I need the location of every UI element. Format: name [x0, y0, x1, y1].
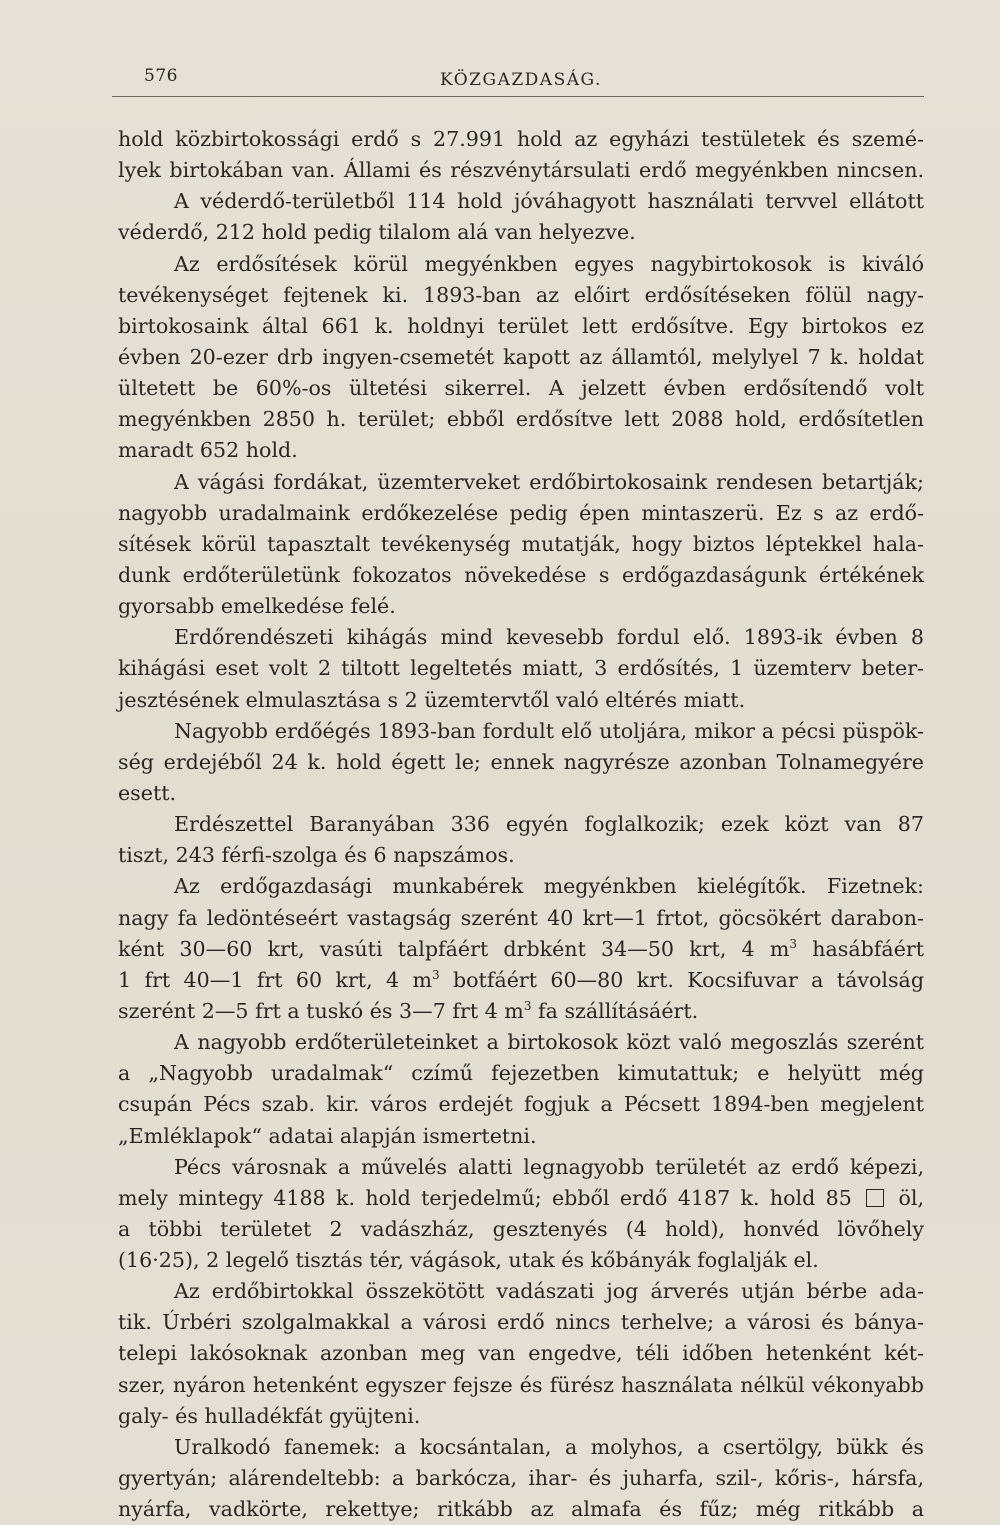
text-line sup-line: 1 frt 40—1 frt 60 krt, 4 $m^3$ botfáért 60—80 krt. Kocsifuvar a távolság — [118, 967, 924, 992]
text-line: (16·25), 2 legelő tisztás tér, vágások, utak és kőbányák foglalják el. — [118, 1248, 819, 1273]
text-line: Pécs városnak a művelés alatti legnagyobb területét az erdő képezi, — [174, 1154, 924, 1179]
text-line: jesztésének elmulasztása s 2 üzemtervtől való eltérés miatt. — [118, 687, 746, 712]
text-line: dunk erdőterületünk fokozatos növekedése s erdőgazdaságunk értékének — [118, 562, 924, 587]
text-line: a „Nagyobb uradalmak“ czímű fejezetben kimutattuk; e helyütt még — [118, 1061, 924, 1086]
text-line: nagyobb uradalmaink erdőkezelése pedig épen mintaszerü. Ez s az erdő- — [118, 500, 924, 525]
text-line: tevékenységet fejtenek ki. 1893-ban az előirt erdősítéseken fölül nagy- — [118, 282, 924, 307]
text-line: Uralkodó fanemek: a kocsántalan, a molyhos, a csertölgy, bükk és — [174, 1434, 924, 1459]
text-line: Erdészettel Baranyában 336 egyén foglalkozik; ezek közt van 87 — [174, 812, 924, 837]
text-line: tik. Úrbéri szolgalmakkal a városi erdő nincs terhelve; a városi és bánya- — [118, 1310, 924, 1335]
header-rule — [112, 96, 924, 97]
superscript: 3 — [523, 999, 532, 1014]
superscript: 3 — [789, 936, 798, 951]
page-header — [112, 62, 924, 98]
text-line sup-line: ként 30—60 krt, vasúti talpfáért drbként 34—50 krt, 4 $m^3$ hasábfáért — [118, 936, 924, 961]
text-line: csupán Pécs szab. kir. város erdejét fogjuk a Pécsett 1894-ben megjelent — [118, 1092, 924, 1117]
text-line: Nagyobb erdőégés 1893-ban fordult elő utoljára, mikor a pécsi püspök- — [174, 718, 924, 743]
text-line: szer, nyáron hetenként egyszer fejsze és fürész használata nélkül vékonyabb — [118, 1372, 924, 1397]
text-line: sítések körül tapasztalt tevékenység mutatják, hogy biztos léptekkel hala- — [118, 531, 924, 556]
text-line: lyek birtokában van. Állami és részvénytársulati erdő megyénkben nincsen. — [118, 158, 924, 183]
page-number: 576 — [144, 66, 178, 86]
text-line: gyorsabb emelkedése felé. — [118, 594, 396, 619]
body-text — [118, 124, 924, 1525]
text-line: hold közbirtokossági erdő s 27.991 hold az egyházi testületek és szemé- — [118, 127, 924, 151]
text-line: ültetett be 60%-os ültetési sikerrel. A jelzett évben erdősítendő volt — [118, 376, 924, 401]
text-line: A nagyobb erdőterületeinket a birtokosok közt való megoszlás szerént — [174, 1030, 924, 1055]
square-symbol-icon — [866, 1189, 884, 1207]
text-line: ség erdejéből 24 k. hold égett le; ennek nagyrésze azonban Tolnamegyére — [118, 749, 924, 774]
text-line: nyárfa, vadkörte, rekettye; ritkább az almafa és fűz; még ritkább a — [118, 1497, 924, 1522]
text-line: kihágási eset volt 2 tiltott legeltetés miatt, 3 erdősítés, 1 üzemterv beter- — [118, 656, 924, 681]
text-line: esett. — [118, 780, 177, 805]
text-line: tiszt, 243 férfi-szolga és 6 napszámos. — [118, 843, 515, 868]
text-line: Erdőrendészeti kihágás mind kevesebb fordul elő. 1893-ik évben 8 — [174, 625, 924, 650]
text-line square-line: mely mintegy 4188 k. hold terjedelmű; ebből erdő 4187 k. hold 85 öl, — [118, 1185, 924, 1210]
text-line: telepi lakósoknak azonban meg van engedve, téli időben hetenként két- — [118, 1341, 924, 1366]
text-line: Az erdősítések körül megyénkben egyes nagybirtokosok is kiváló — [174, 251, 924, 276]
text-line: A vágási fordákat, üzemterveket erdőbirtokosaink rendesen betartják; — [174, 469, 924, 494]
text-line sup-line: szerént 2—5 frt a tuskó és 3—7 frt 4 $m^3$ fa szállításáért. — [118, 998, 699, 1023]
text-line: Az erdőbirtokkal összekötött vadászati jog árverés utján bérbe ada- — [174, 1279, 924, 1304]
running-title: KÖZGAZDASÁG. — [440, 70, 602, 90]
text-line: a többi területet 2 vadászház, gesztenyés (4 hold), honvéd lövőhely — [118, 1216, 924, 1241]
text-line: maradt 652 hold. — [118, 438, 298, 463]
superscript: 3 — [431, 967, 440, 982]
text-line: birtokosaink által 661 k. holdnyi terület lett erdősítve. Egy birtokos ez — [118, 313, 924, 338]
text-line: nagy fa ledöntéseért vastagság szerént 40 krt—1 frtot, göcsökért darabon- — [118, 905, 924, 930]
text-line: gyertyán; alárendeltebb: a barkócza, ihar- és juharfa, szil-, kőris-, hársfa, — [118, 1466, 924, 1491]
text-line: galy- és hulladékfát gyüjteni. — [118, 1403, 421, 1428]
text-line: évben 20-ezer drb ingyen-csemetét kapott az államtól, melylyel 7 k. holdat — [118, 344, 924, 369]
text-line: Az erdőgazdasági munkabérek megyénkben kielégítők. Fizetnek: — [174, 874, 924, 899]
text-line: megyénkben 2850 h. terület; ebből erdősítve lett 2088 hold, erdősítetlen — [118, 407, 924, 432]
text-line: „Emléklapok“ adatai alapján ismertetni. — [118, 1123, 537, 1148]
text-line: véderdő, 212 hold pedig tilalom alá van helyezve. — [118, 220, 636, 245]
text-line: A véderdő-területből 114 hold jóváhagyott használati tervvel ellátott — [174, 189, 924, 214]
